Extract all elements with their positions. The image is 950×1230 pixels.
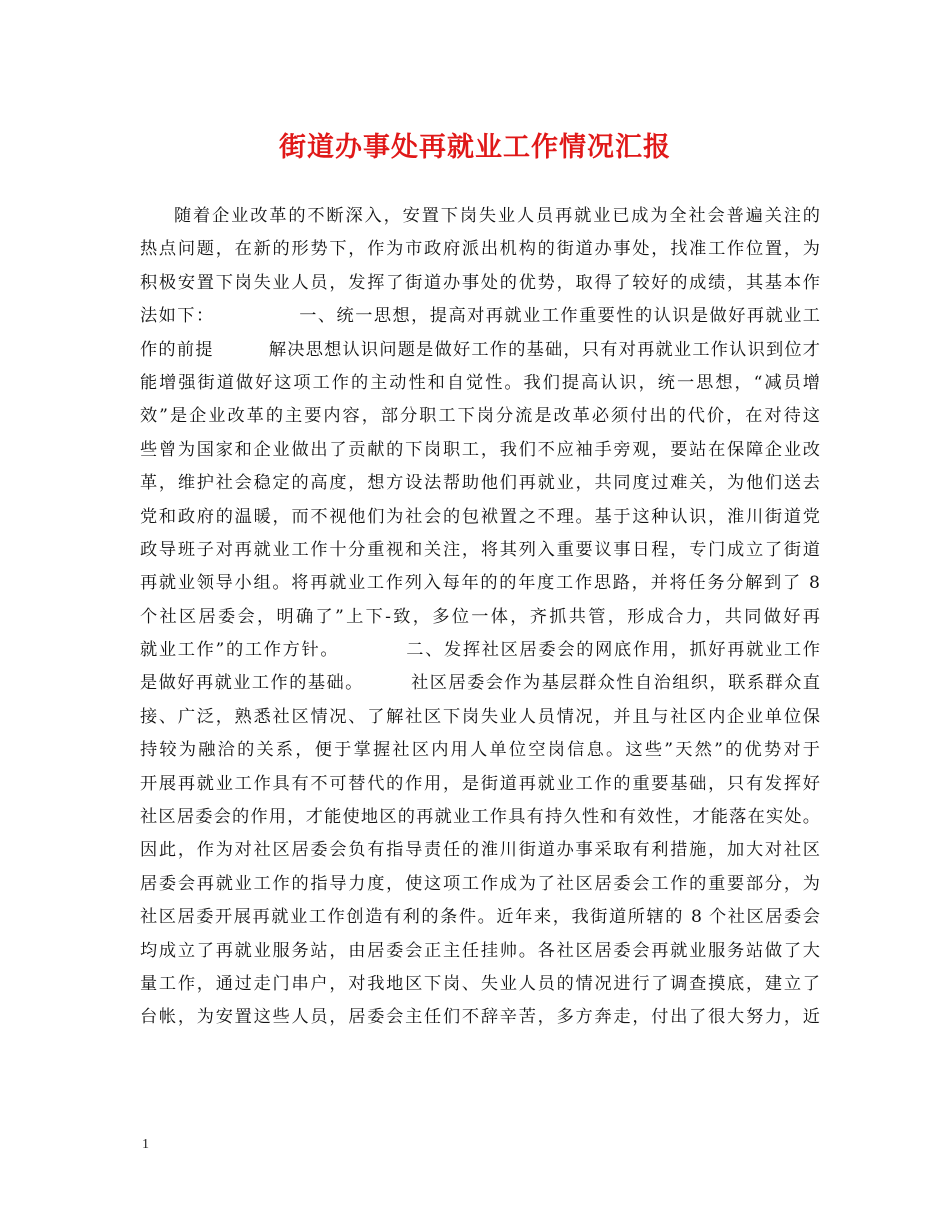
body-line: 革，维护社会稳定的高度，想方设法帮助他们再就业，共同度过难关，为他们送去 (140, 473, 820, 494)
body-line: 社区居委开展再就业工作创造有利的条件。近年来，我街道所辖的 8 个社区居委会 (140, 907, 820, 928)
document-title: 街道办事处再就业工作情况汇报 (279, 132, 671, 163)
body-line: 均成立了再就业服务站，由居委会正主任挂帅。各社区居委会再就业服务站做了大 (140, 940, 820, 961)
document-body (140, 200, 820, 1035)
body-line: 开展再就业工作具有不可替代的作用，是街道再就业工作的重要基础，只有发挥好 (140, 773, 820, 794)
body-line: 党和政府的温暖，而不视他们为社会的包袱置之不理。基于这种认识，淮川街道党 (140, 506, 820, 527)
body-line: 个社区居委会，明确了”上下-致，多位一体，齐抓共管，形成合力，共同做好再 (140, 606, 820, 627)
body-line: 些曾为国家和企业做出了贡献的下岗职工，我们不应袖手旁观，要站在保障企业改 (140, 439, 820, 460)
body-line: 政导班子对再就业工作十分重视和关注，将其列入重要议事日程，专门成立了街道 (140, 539, 820, 560)
body-line: 是做好再就业工作的基础。 社区居委会作为基层群众性自治组织，联系群众直 (140, 673, 820, 694)
body-line: 台帐，为安置这些人员，居委会主任们不辞辛苦，多方奔走，付出了很大努力，近 (140, 1007, 820, 1028)
body-line: 积极安置下岗失业人员，发挥了街道办事处的优势，取得了较好的成绩，其基本作 (140, 272, 820, 293)
body-line: 热点问题，在新的形势下，作为市政府派出机构的街道办事处，找准工作位置，为 (140, 239, 820, 260)
page-number: 1 (142, 1137, 149, 1152)
body-line: 效”是企业改革的主要内容，部分职工下岗分流是改革必须付出的代价，在对待这 (140, 406, 820, 427)
body-line: 随着企业改革的不断深入，安置下岗失业人员再就业已成为全社会普遍关注的 (174, 206, 820, 226)
body-line: 再就业领导小组。将再就业工作列入每年的的年度工作思路，并将任务分解到了 8 (140, 573, 820, 594)
body-line: 量工作，通过走门串户，对我地区下岗、失业人员的情况进行了调查摸底，建立了 (140, 973, 820, 994)
body-line: 法如下： 一、统一思想，提高对再就业工作重要性的认识是做好再就业工 (140, 306, 820, 327)
body-line: 接、广泛，熟悉社区情况、了解社区下岗失业人员情况，并且与社区内企业单位保 (140, 706, 820, 727)
body-line: 社区居委会的作用，才能使地区的再就业工作具有持久性和有效性，才能落在实处。 (140, 807, 820, 828)
body-line: 因此，作为对社区居委会负有指导责任的淮川街道办事采取有利措施，加大对社区 (140, 840, 820, 861)
body-line: 作的前提 解决思想认识问题是做好工作的基础，只有对再就业工作认识到位才 (140, 339, 820, 360)
body-line: 能增强街道做好这项工作的主动性和自觉性。我们提高认识，统一思想，“减员增 (140, 372, 820, 393)
body-line: 就业工作”的工作方针。 二、发挥社区居委会的网底作用，抓好再就业工作 (140, 640, 820, 661)
body-line: 居委会再就业工作的指导力度，使这项工作成为了社区居委会工作的重要部分，为 (140, 873, 820, 894)
body-line: 持较为融洽的关系，便于掌握社区内用人单位空岗信息。这些”天然”的优势对于 (140, 740, 820, 761)
